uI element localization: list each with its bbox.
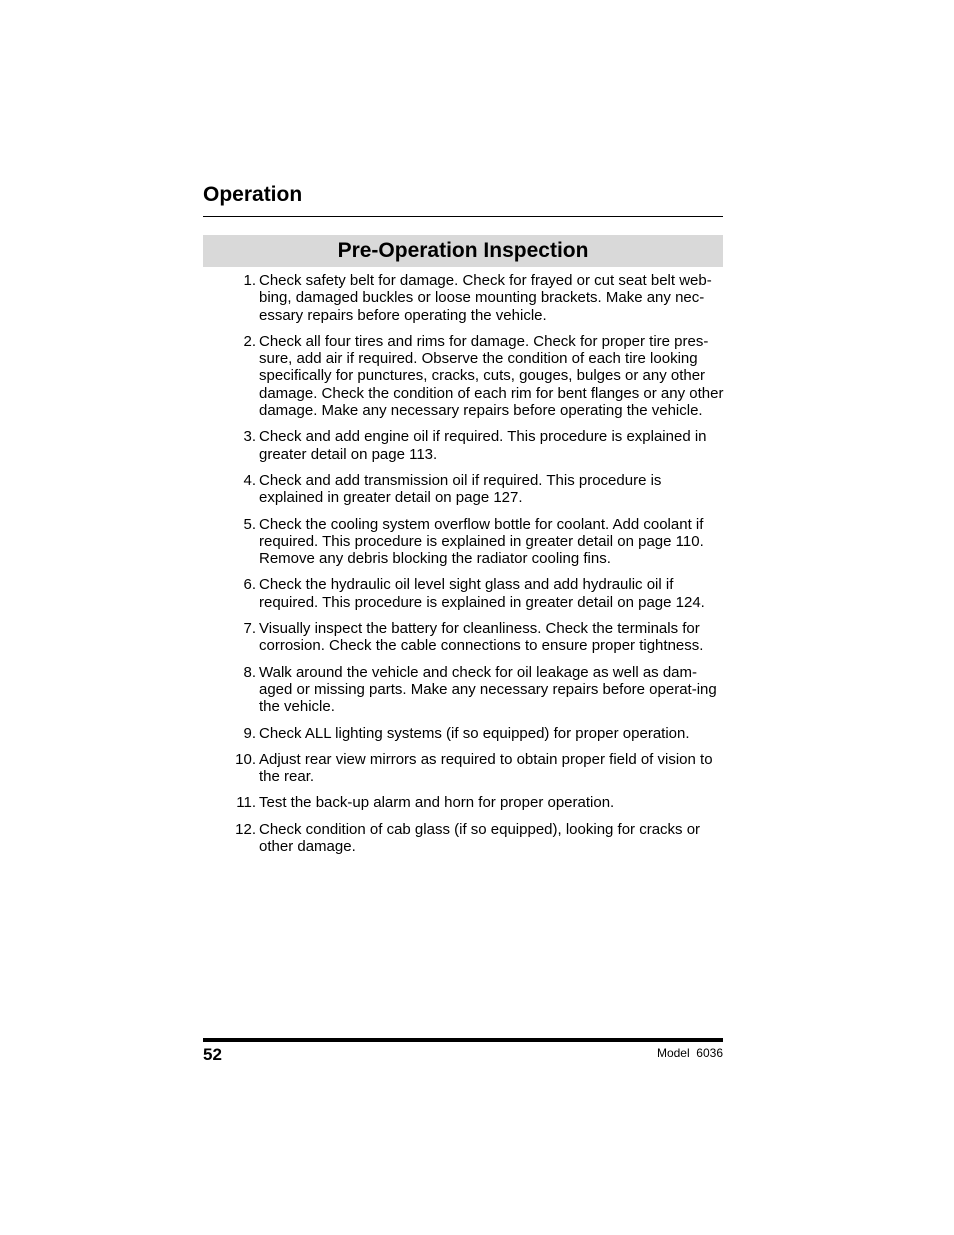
step-number: 10. [235, 750, 256, 768]
step-text: Walk around the vehicle and check for oil leakage as well as dam-aged or missing parts. Make any necessary repairs before operat-ing the vehicle. [259, 663, 717, 716]
list-item [229, 576, 727, 611]
step-number: 2. [243, 332, 256, 350]
model-label: Model 6036 [656, 1046, 723, 1060]
step-text: Check ALL lighting systems (if so equipped) for proper operation. [259, 724, 690, 742]
step-text: Check and add engine oil if required. This procedure is explained in greater detail on page 113. [259, 428, 707, 463]
list-item [229, 620, 727, 655]
step-number: 6. [243, 576, 256, 594]
step-text: Check and add transmission oil if required. This procedure is explained in greater detail on page 127. [259, 471, 662, 507]
list-item [229, 333, 727, 419]
list-item [229, 516, 727, 568]
section-divider [203, 216, 723, 217]
subsection-title: Pre-Operation Inspection [337, 239, 589, 262]
step-text: Test the back-up alarm and horn for proper operation. [259, 794, 615, 812]
step-number: 3. [243, 428, 256, 446]
step-number: 9. [243, 724, 256, 742]
list-item [229, 821, 727, 856]
step-number: 11. [236, 794, 256, 812]
list-item [229, 428, 727, 463]
step-text: Check condition of cab glass (if so equipped), looking for cracks or other damage. [259, 820, 701, 856]
list-item [229, 725, 727, 742]
step-text: Check the cooling system overflow bottle for coolant. Add coolant if required. This procedure is explained in greater detail on page 110. Remove any debris blocking the radiator cooling fins. [259, 515, 704, 568]
step-text: Check all four tires and rims for damage. Check for proper tire pres-sure, add air if required. Observe the condition of each tire looking specifically for punctures, cracks, cuts, gouges, bulges or any other damage. Check the condition of each rim for bent flanges or any other damage. Make any necessary repairs before operating the vehicle. [259, 332, 724, 420]
list-item [229, 272, 727, 324]
step-text: Check safety belt for damage. Check for frayed or cut seat belt web-bing, damaged buckles or loose mounting brackets. Make any nec-essary repairs before operating the vehicle. [259, 272, 712, 324]
page-number: 52 [203, 1045, 222, 1064]
manual-page [203, 0, 723, 1235]
step-number: 4. [243, 471, 256, 489]
step-number: 12. [235, 820, 256, 838]
list-item [229, 664, 727, 716]
footer-divider [203, 1038, 723, 1042]
section-title: Operation [203, 183, 303, 206]
step-number: 8. [243, 663, 256, 681]
step-number: 7. [243, 620, 256, 638]
step-number: 5. [243, 515, 256, 533]
list-item [229, 794, 727, 811]
inspection-steps-list [229, 272, 727, 864]
step-text: Visually inspect the battery for cleanliness. Check the terminals for corrosion. Check the cable connections to ensure proper tightness. [259, 620, 704, 655]
step-text: Adjust rear view mirrors as required to obtain proper field of vision to the rear. [259, 750, 713, 786]
step-text: Check the hydraulic oil level sight glass and add hydraulic oil if required. This procedure is explained in greater detail on page 124. [259, 576, 705, 611]
step-number: 1. [243, 272, 256, 289]
list-item [229, 751, 727, 786]
list-item [229, 472, 727, 507]
subsection-banner [203, 235, 723, 267]
